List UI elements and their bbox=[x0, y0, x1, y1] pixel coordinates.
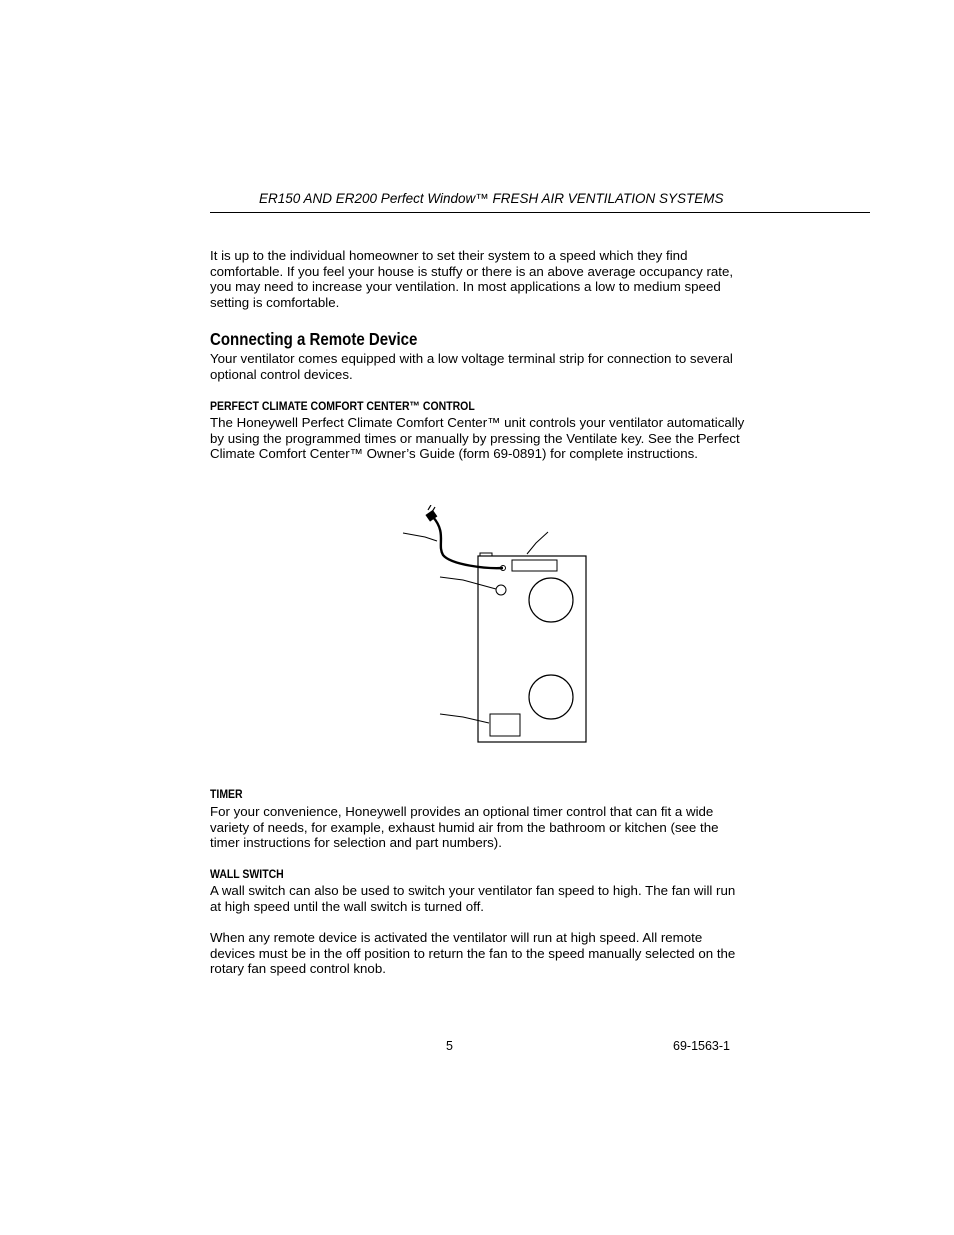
ventilator-diagram bbox=[395, 505, 595, 750]
leader-line-junction-box bbox=[440, 714, 489, 723]
form-number: 69-1563-1 bbox=[673, 1039, 730, 1053]
intro-paragraph: It is up to the individual homeowner to set their system to a speed which they find comfortable. If you feel your house is stuffy or there is an above average occupancy rate, you may need to increase your ventilation. In most applications a low to medium speed setting is comfortable. bbox=[210, 248, 734, 310]
duct-port-upper bbox=[529, 578, 573, 622]
timer-paragraph: For your convenience, Honeywell provides an optional timer control that can fit a wide variety of needs, for example, exhaust humid air from the bathroom or kitchen (see the timer instructions for selection and part numbers). bbox=[210, 804, 719, 851]
header-rule bbox=[210, 212, 870, 213]
page-number: 5 bbox=[446, 1039, 453, 1053]
pccc-paragraph: The Honeywell Perfect Climate Comfort Center™ unit controls your ventilator automatically by using the programmed times or manually by pressing the Ventilate key. See the Perfect Climate Comfort Center™ Owner’s Guide (form 69-0891) for complete instructions. bbox=[210, 415, 745, 462]
subheading-pccc: PERFECT CLIMATE COMFORT CENTER™ CONTROL bbox=[210, 399, 475, 413]
junction-box bbox=[490, 714, 520, 736]
leader-line-knob bbox=[440, 577, 496, 589]
remote-note-paragraph: When any remote device is activated the ventilator will run at high speed. All remote devices must be in the off position to return the fan to the speed manually selected on the rotary fan speed control knob. bbox=[210, 930, 736, 977]
duct-port-lower bbox=[529, 675, 573, 719]
control-knob bbox=[496, 585, 506, 595]
connecting-paragraph: Your ventilator comes equipped with a low voltage terminal strip for connection to several optional control devices. bbox=[210, 351, 733, 382]
section-heading-connecting: Connecting a Remote Device bbox=[210, 329, 418, 349]
running-header-title: ER150 AND ER200 Perfect Window™ FRESH AIR VENTILATION SYSTEMS bbox=[259, 191, 724, 206]
terminal-strip bbox=[512, 560, 557, 571]
leader-line-cord bbox=[403, 533, 437, 541]
wall-switch-paragraph: A wall switch can also be used to switch your ventilator fan speed to high. The fan will run at high speed until the wall switch is turned off. bbox=[210, 883, 736, 914]
subheading-timer: TIMER bbox=[210, 787, 243, 801]
subheading-wall-switch: WALL SWITCH bbox=[210, 867, 284, 881]
leader-line-terminal-strip bbox=[527, 532, 548, 554]
power-cord bbox=[433, 517, 503, 568]
